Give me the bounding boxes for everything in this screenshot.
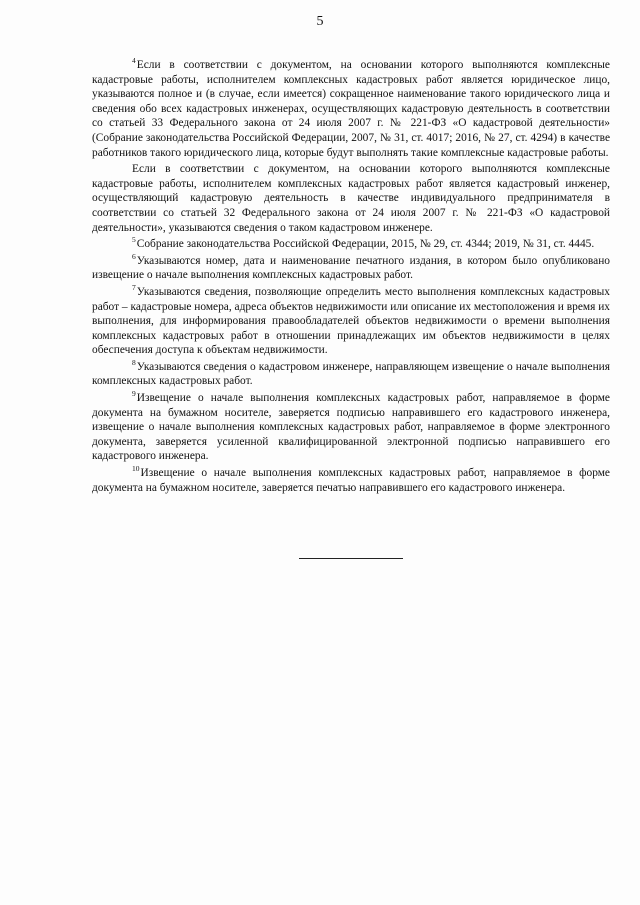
footnote-marker: 8 <box>132 358 136 368</box>
footnote-5 <box>92 237 610 252</box>
footnote-marker: 5 <box>132 235 136 245</box>
footnote-text: Указываются номер, дата и наименование печатного издания, в котором было опубликовано извещение о начале выполнения комплексных кадастровых работ. <box>92 254 610 282</box>
footnote-7 <box>92 285 610 358</box>
page-number: 5 <box>316 14 324 29</box>
footnote-marker: 10 <box>132 464 140 474</box>
footnote-text: Указываются сведения, позволяющие определить место выполнения комплексных кадастровых работ – кадастровые номера, адреса объектов недвижимости или описание их местоположения и время их выполнения, для информирования правообладателей объектов недвижимости о времени выполнения комплексных кадастровых работ в отношении принадлежащих им объектов недвижимости в целях обеспечения доступа к объектам недвижимости. <box>92 285 610 357</box>
footnote-text: Если в соответствии с документом, на основании которого выполняются комплексные кадастровые работы, исполнителем комплексных кадастровых работ является кадастровый инженер, осуществляющий кадастровую деятельность в качестве индивидуального предпринимателя в соответствии со статьей 32 Федерального закона от 24 июля 2007 г. № 221-ФЗ «О кадастровой деятельности», указываются сведения о таком кадастровом инженере. <box>92 163 610 234</box>
footnote-10 <box>92 466 610 495</box>
footnote-8 <box>92 360 610 389</box>
footnote-9 <box>92 391 610 464</box>
footnote-6 <box>92 251 610 283</box>
footnote-4-continuation <box>92 162 610 235</box>
footnote-marker: 9 <box>132 389 136 399</box>
footnote-text: Если в соответствии с документом, на основании которого выполняются комплексные кадастровые работы, исполнителем комплексных кадастровых работ является юридическое лицо, указываются полное и (в случае, если имеется) сокращенное наименование такого юридического лица и сведения обо всех кадастровых инженерах, осуществляющих кадастровую деятельность в соответствии со статьей 33 Федерального закона от 24 июля 2007 г. № 221-ФЗ «О кадастровой деятельности» (Собрание законодательства Российской Федерации, 2007, № 31, ст. 4017; 2016, № 27, ст. 4294) в качестве работников такого юридического лица, которые будут выполнять такие комплексные кадастровые работы. <box>92 59 610 159</box>
footnote-marker: 4 <box>132 56 136 66</box>
footnote-4 <box>92 58 610 160</box>
end-divider-line <box>299 558 403 559</box>
footnote-text: Извещение о начале выполнения комплексных кадастровых работ, направляемое в форме документа на бумажном носителе, заверяется печатью направившего его кадастрового инженера. <box>92 467 610 494</box>
footnote-text: Извещение о начале выполнения комплексных кадастровых работ, направляемое в форме документа на бумажном носителе, заверяется подписью направившего его кадастрового инженера, извещение о начале выполнения комплексных кадастровых работ, направляемое в форме электронного документа, заверяется усиленной квалифицированной электронной подписью направившего его кадастрового инженера. <box>92 392 610 463</box>
footnote-marker: 6 <box>132 251 136 261</box>
footnote-text: Указываются сведения о кадастровом инженере, направляющем извещение о начале выполнения комплексных кадастровых работ. <box>92 360 610 388</box>
footnotes-block <box>92 58 610 495</box>
footnote-text: Собрание законодательства Российской Федерации, 2015, № 29, ст. 4344; 2019, № 31, ст. 4445. <box>136 238 595 251</box>
footnote-marker: 7 <box>132 283 136 293</box>
